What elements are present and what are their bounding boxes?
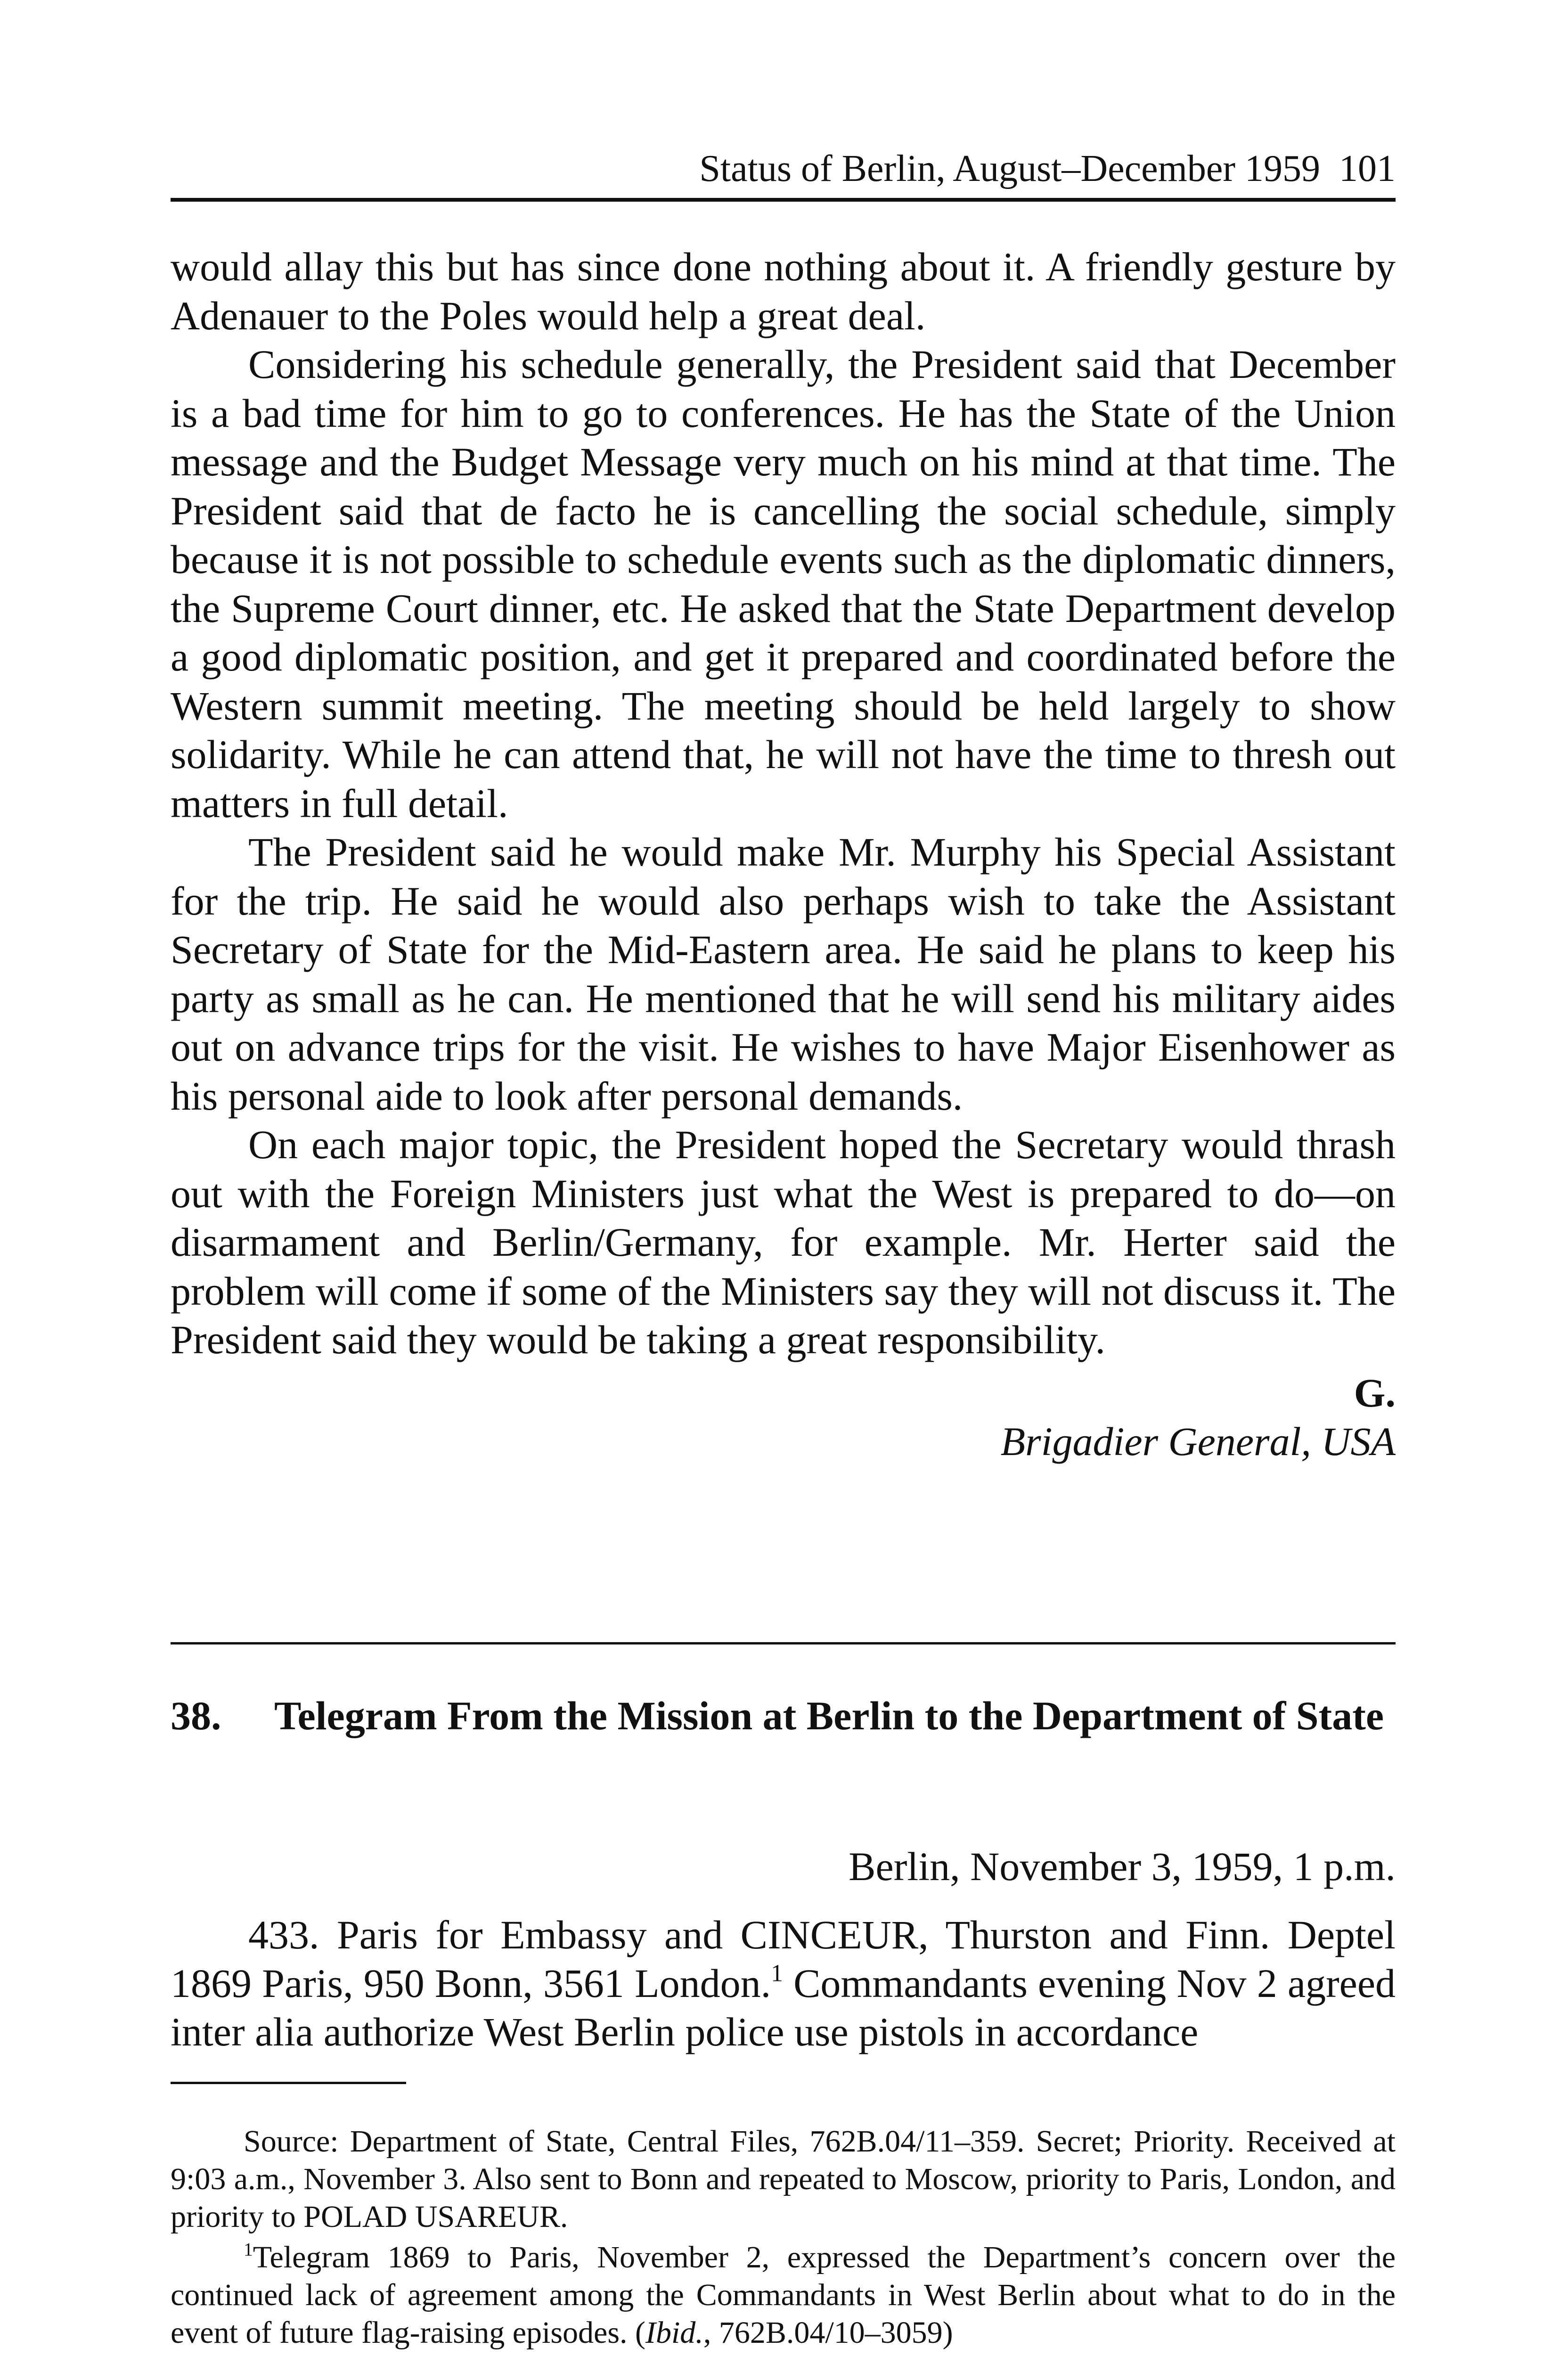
telegram-text-start: 433. Paris for Embassy and CINCEUR, Thurston and Finn. Deptel 1869 Paris, 950 Bonn, 3561 London. (171, 1912, 1396, 2006)
document-title: Telegram From the Mission at Berlin to the Department of State (274, 1693, 1384, 1738)
telegram-text-end: Commandants evening Nov 2 agreed inter alia authorize West Berlin police use pistols in accordance (171, 1961, 1396, 2054)
footnote-divider (171, 2082, 406, 2084)
memo-body (171, 243, 1396, 1365)
document-divider (171, 1642, 1396, 1644)
footnote-1 (171, 2239, 1396, 2352)
paragraph-foreign-ministers: On each major topic, the President hoped the Secretary would thrash out with the Foreign Ministers just what the West is prepared to do—on disarmament and Berlin/Germany, for example. Mr. Herter said the problem will come if some of the Ministers say they will not discuss it. The President said they would be taking a great responsibility. (171, 1122, 1396, 1362)
footnote-1-end: , 762B.04/10–3059) (703, 2315, 953, 2350)
paragraph-schedule: Considering his schedule generally, the President said that December is a bad time for him to go to conferences. He has the State of the Union message and the Budget Message very much on his mind at that time. The President said that de facto he is cancelling the social schedule, simply because it is not possible to schedule events such as the diplomatic dinners, the Supreme Court dinner, etc. He asked that the State Department develop a good diplomatic position, and get it prepared and coordinated before the Western summit meeting. The meeting should be held largely to show solidarity. While he can attend that, he will not have the time to thresh out matters in full detail. (171, 342, 1396, 826)
footnote-reference: 1 (771, 1960, 783, 1987)
footnote-1-ibid: Ibid. (645, 2315, 703, 2350)
dateline: Berlin, November 3, 1959, 1 p.m. (849, 1844, 1396, 1889)
source-note: Source: Department of State, Central Files, 762B.04/11–359. Secret; Priority. Received at 9:03 a.m., November 3. Also sent to Bonn and repeated to Moscow, priority to Paris, London, and priority to POLAD USAREUR. (171, 2124, 1396, 2234)
footnotes (171, 2123, 1396, 2355)
telegram-body (171, 1911, 1396, 2056)
signature-title: Brigadier General, USA (1000, 1419, 1396, 1464)
running-head (171, 141, 1396, 202)
paragraph-special-assistant: The President said he would make Mr. Murphy his Special Assistant for the trip. He said he would also perhaps wish to take the Assistant Secretary of State for the Mid-Eastern area. He said he plans to keep his party as small as he can. He mentioned that he will send his military aides out on advance trips for the visit. He wishes to have Major Eisenhower as his personal aide to look after personal demands. (171, 829, 1396, 1119)
paragraph-continuation: would allay this but has since done nothing about it. A friendly gesture by Adenauer to the Poles would help a great deal. (171, 244, 1396, 338)
page-number: 101 (1339, 148, 1396, 189)
running-head-title: Status of Berlin, August–December 1959 (699, 148, 1320, 189)
document-heading (171, 1692, 1396, 1740)
footnote-1-marker: 1 (244, 2239, 253, 2260)
footnote-1-text: Telegram 1869 to Paris, November 2, expressed the Department’s concern over the continued lack of agreement among the Commandants in West Berlin about what to do in the event of future flag-raising episodes. ( (171, 2240, 1396, 2350)
document-number: 38. (171, 1693, 221, 1738)
signature-block (171, 1369, 1396, 1466)
signature-initial: G. (1354, 1370, 1396, 1415)
telegram-paragraph (171, 1911, 1396, 2056)
